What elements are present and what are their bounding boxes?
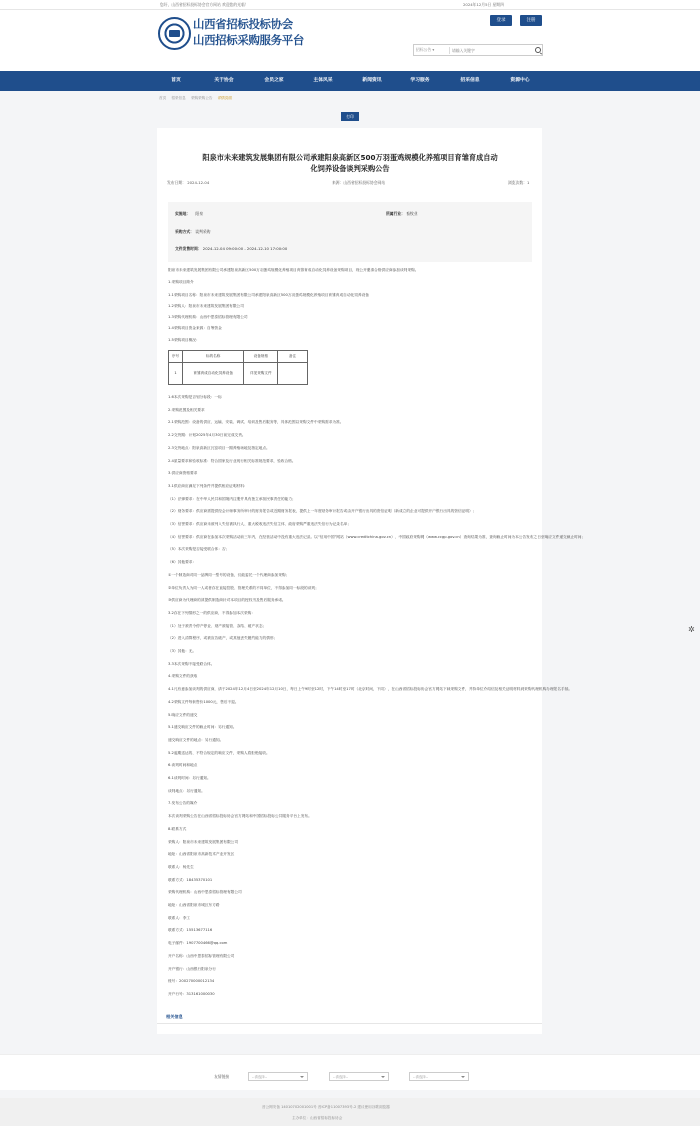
nav-entities[interactable]: 主体风采 bbox=[313, 78, 333, 83]
article-paragraph: ③供应商为代理商的须提供制造商针对本项目的授权书及售后服务承诺。 bbox=[168, 598, 286, 602]
nav-procurement[interactable]: 招采信息 bbox=[460, 78, 480, 83]
info-box bbox=[168, 202, 532, 262]
article-paragraph: 1.3采购代理机构：山西中思泰招标管理有限公司 bbox=[168, 315, 248, 319]
method-value: 谈判采购 bbox=[195, 229, 211, 234]
article-paragraph: 2.采购范围及相关要求 bbox=[168, 408, 205, 412]
article-paragraph: 5.响应文件的递交 bbox=[168, 713, 198, 717]
article-paragraph: 电子邮件：1907700466@qq.com bbox=[168, 941, 228, 945]
print-button[interactable]: 打印 bbox=[341, 112, 359, 121]
table-cell bbox=[278, 363, 308, 385]
article-paragraph: 1.5采购项目概况： bbox=[168, 338, 200, 342]
table-header-row bbox=[169, 351, 308, 363]
main-nav bbox=[0, 71, 700, 91]
article-paragraph: 5.2逾期送达的、不符合规定的响应文件，采购人将拒绝接收。 bbox=[168, 751, 270, 755]
article-paragraph: 联系方式：18435370101 bbox=[168, 878, 213, 882]
article-paragraph: （4）信誉要求：供应商在参加本次采购活动前三年内，在经营活动中没有重大违法记录。以“信用中国”网站（www.creditchina.gov.cn）、中国政府采购网（www.ccgp.gov.cn）查询结果为准，查询截止时间为本公告发布之日至响应文件递交截止时间； bbox=[168, 535, 586, 539]
article-paragraph: 1.2采购人：阳泉市未来建筑发展集团有限公司 bbox=[168, 304, 244, 308]
article-paragraph: 账号：200270000012134 bbox=[168, 979, 215, 983]
article-paragraph: 阳泉市未来建筑发展集团有限公司承建阳泉高新区500万羽蛋鸡规模化养殖项目育雏育成自动化饲养设备采购项目，现公开邀请合格供应商参加谈判采购。 bbox=[168, 268, 419, 272]
breadcrumb-home[interactable]: 首页 bbox=[159, 96, 167, 100]
table-header: 备注 bbox=[278, 351, 308, 363]
article-paragraph: ②单位负责人为同一人或者存在直接控股、管理关系的不同单位，不得参加同一标段的谈判； bbox=[168, 586, 319, 590]
region-value: 阳泉 bbox=[195, 211, 203, 216]
article-title-line2: 化饲养设备谈判采购公告 bbox=[310, 164, 390, 173]
article-source: 来源：山西省招标投标协会网站 bbox=[332, 180, 386, 185]
article-paragraph: 8.联系方式 bbox=[168, 827, 187, 831]
article-paragraph: （2）进入清算程序，或被宣告破产，或其他丧失履约能力的情形； bbox=[168, 636, 278, 640]
nav-members[interactable]: 会员之家 bbox=[264, 78, 284, 83]
article-paragraph: （3）其他：无。 bbox=[168, 649, 197, 653]
article-paragraph: 3.供应商资格要求 bbox=[168, 471, 198, 475]
article-paragraph: ①一个制造商对同一品牌同一型号的设备，仅能委托一个代理商参加采购； bbox=[168, 573, 290, 577]
article-paragraph: 联系人：杨先生 bbox=[168, 865, 194, 869]
article-paragraph: （2）财务要求：供应商需提供经会计师事务所审计的财务报告或近期财务报表，提供上一年度财务审计报告或由开户银行出具的资信证明（新成立的企业可提供开户银行出具的资信证明）； bbox=[168, 509, 477, 513]
search-input[interactable] bbox=[452, 46, 532, 54]
budget-table bbox=[168, 350, 308, 385]
article-paragraph: 6.1谈判时间：另行通知。 bbox=[168, 776, 211, 780]
date-text: 2024年12月5日 星期四 bbox=[463, 2, 504, 7]
logo-emblem bbox=[169, 30, 180, 37]
article-paragraph: （1）法律要求：在中华人民共和国境内注册并具有独立承担民事责任的能力； bbox=[168, 497, 296, 501]
article-paragraph: 4.采购文件的获取 bbox=[168, 674, 198, 678]
association-logo-icon[interactable] bbox=[158, 17, 191, 50]
article-paragraph: 1.采购项目简介 bbox=[168, 280, 194, 284]
nav-resources[interactable]: 资源中心 bbox=[510, 78, 530, 83]
top-bar bbox=[0, 0, 700, 10]
article-paragraph: 2.4质量要求和验收标准：符合国家及行业现行相关标准规范要求，验收合格。 bbox=[168, 459, 296, 463]
site-header bbox=[0, 10, 700, 71]
article-paragraph: 谈判地点：另行通知。 bbox=[168, 789, 205, 793]
search-category-select[interactable]: 招标公告 ▾ bbox=[416, 47, 435, 52]
article-paragraph: 2.1采购范围：设备的供应、运输、安装、调试、培训及售后服务等，具体范围以采购文件中采购需求为准。 bbox=[168, 420, 344, 424]
industry-field bbox=[386, 212, 418, 217]
nav-news[interactable]: 新闻资讯 bbox=[362, 78, 382, 83]
welcome-text: 您好，山西省招标投标协会官方网站 欢迎您的光临！ bbox=[160, 2, 249, 7]
period-label: 文件发售时间： bbox=[175, 246, 202, 251]
related-divider bbox=[157, 1023, 542, 1024]
footer-sponsor: 主办单位：山西省招标投标协会 bbox=[292, 1116, 343, 1120]
article-paragraph: 6.谈判时间和地点 bbox=[168, 763, 198, 767]
method-label: 采购方式： bbox=[175, 229, 194, 234]
article-paragraph: 采购代理机构：山西中思泰招标管理有限公司 bbox=[168, 890, 242, 894]
article-paragraph: 本次谈判采购公告在山西省招标投标协会官方网站和中国招标投标公共服务平台上发布。 bbox=[168, 814, 312, 818]
article-paragraph: 7.发布公告的媒介 bbox=[168, 801, 198, 805]
link-select-1[interactable] bbox=[248, 1072, 308, 1081]
publish-date: 发布日期： 2024-12-04 bbox=[167, 180, 210, 185]
article-paragraph: 采购人：阳泉市未来建筑发展集团有限公司 bbox=[168, 840, 239, 844]
article-paragraph: 3.3本次采购不接受联合体。 bbox=[168, 662, 215, 666]
footer-license: 晋公网安备 14010702001001号 晋ICP备11007393号-2 建议使用谷歌浏览器 bbox=[262, 1105, 390, 1109]
nav-about[interactable]: 关于协会 bbox=[214, 78, 234, 83]
search-icon[interactable] bbox=[535, 47, 541, 53]
article-paragraph: （5）本次采购是否接受联合体：否； bbox=[168, 547, 230, 551]
article-paragraph: 开户名称：山西中思泰招标管理有限公司 bbox=[168, 954, 235, 958]
period-field bbox=[175, 247, 287, 252]
article-paragraph: 2.2交货期：计划2025年4月30日前完成交货。 bbox=[168, 433, 246, 437]
link-select-2[interactable] bbox=[329, 1072, 389, 1081]
article-paragraph: 联系方式：15513677116 bbox=[168, 928, 213, 932]
industry-label: 所属行业： bbox=[386, 211, 405, 216]
article-title bbox=[165, 152, 535, 174]
article-paragraph: （1）处于被责令停产停业、财产被接管、冻结、破产状态； bbox=[168, 624, 267, 628]
region-label: 实施地： bbox=[175, 211, 191, 216]
table-row bbox=[169, 363, 308, 385]
related-info-heading[interactable]: 相关信息 bbox=[166, 1014, 183, 1019]
table-header: 标的名称 bbox=[182, 351, 244, 363]
breadcrumb bbox=[159, 96, 236, 100]
article-paragraph: 4.2采购文件每套售价1000元，售后不退。 bbox=[168, 700, 239, 704]
article-paragraph: 3.2存在下列情形之一的供应商，不得参加本次采购： bbox=[168, 611, 255, 615]
article-paragraph: （6）其他要求： bbox=[168, 560, 197, 564]
industry-value: 畜牧业 bbox=[406, 211, 418, 216]
breadcrumb-current: 详情页面 bbox=[217, 96, 232, 100]
article-paragraph: 联系人：李工 bbox=[168, 916, 191, 920]
link-select-2-text: --请选择-- bbox=[333, 1075, 349, 1079]
article-paragraph: 4.1凡有意参加谈判的供应商，请于2024年12月4日至2024年12月10日，每日上午9时至12时，下午14时至17时（北京时间，下同），在山西省招标投标协会官方网站下载采购文件，并持单位介绍信及相关证明材料到采购代理机构办理报名手续。 bbox=[168, 687, 573, 691]
site-footer bbox=[0, 1098, 700, 1126]
article-paragraph: 地址：山西省阳泉市城区东方路 bbox=[168, 903, 220, 907]
logo-title[interactable]: 山西省招标投标协会 bbox=[193, 17, 293, 31]
table-header: 序号 bbox=[169, 351, 183, 363]
link-select-1-text: --请选择-- bbox=[252, 1075, 268, 1079]
article-paragraph: 1.1采购项目名称：阳泉市未来建筑发展集团有限公司承建阳泉高新区500万羽蛋鸡规模化养殖项目育雏育成自动化饲养设备 bbox=[168, 293, 369, 297]
region-field bbox=[175, 212, 203, 217]
friend-links-label: 友情链接 bbox=[214, 1074, 230, 1079]
accessibility-icon[interactable]: ✲ bbox=[688, 625, 695, 634]
table-cell: 育雏育成自动化饲养设备 bbox=[182, 363, 244, 385]
table-header: 设备规格 bbox=[244, 351, 278, 363]
article-paragraph: （3）信誉要求：供应商未被列入失信被执行人、重大税收违法失信主体、政府采购严重违法失信行为记录名单； bbox=[168, 522, 352, 526]
article-card bbox=[157, 128, 586, 1034]
article-paragraph: 2.3交货地点：阳泉高新区瓦窑项目一期养殖场地及指定地点。 bbox=[168, 446, 270, 450]
register-button[interactable]: 注册 bbox=[520, 15, 542, 26]
link-select-3[interactable] bbox=[409, 1072, 469, 1081]
method-field bbox=[175, 230, 210, 235]
article-paragraph: 1.4采购项目资金来源：自筹资金 bbox=[168, 326, 222, 330]
article-paragraph: 3.1供应商应满足下列条件并提供相应证明材料： bbox=[168, 484, 248, 488]
breadcrumb-category[interactable]: 采购采购公告 bbox=[190, 96, 213, 100]
nav-learning[interactable]: 学习服务 bbox=[410, 78, 430, 83]
link-select-3-text: --请选择-- bbox=[413, 1075, 429, 1079]
table-cell: 详见采购文件 bbox=[244, 363, 278, 385]
breadcrumb-procurement[interactable]: 招采信息 bbox=[171, 96, 186, 100]
article-paragraph: 地址：山西省阳泉市高新技术产业开发区 bbox=[168, 852, 235, 856]
article-title-line1: 阳泉市未来建筑发展集团有限公司承建阳泉高新区500万羽蛋鸡规模化养殖项目育雏育成自动 bbox=[202, 153, 498, 162]
nav-home[interactable]: 首页 bbox=[171, 78, 181, 83]
article-paragraph: 1.6本次采购是否划分标段：一标 bbox=[168, 395, 222, 399]
search-box bbox=[413, 44, 543, 56]
view-count: 浏览次数：1 bbox=[508, 180, 530, 185]
login-button[interactable]: 登录 bbox=[490, 15, 512, 26]
search-divider bbox=[449, 47, 450, 54]
article-paragraph: 5.1递交响应文件的截止时间：另行通知。 bbox=[168, 725, 237, 729]
period-value: 2024-12-04 09:00:00 - 2024-12-10 17:00:00 bbox=[202, 246, 288, 251]
table-cell: 1 bbox=[169, 363, 183, 385]
logo-subtitle[interactable]: 山西招标采购服务平台 bbox=[193, 33, 304, 47]
article-paragraph: 开户银行：山西银行阳泉分行 bbox=[168, 967, 216, 971]
article-paragraph: 开户行号：313161000030 bbox=[168, 992, 215, 996]
article-paragraph: 递交响应文件的地点：另行通知。 bbox=[168, 738, 224, 742]
